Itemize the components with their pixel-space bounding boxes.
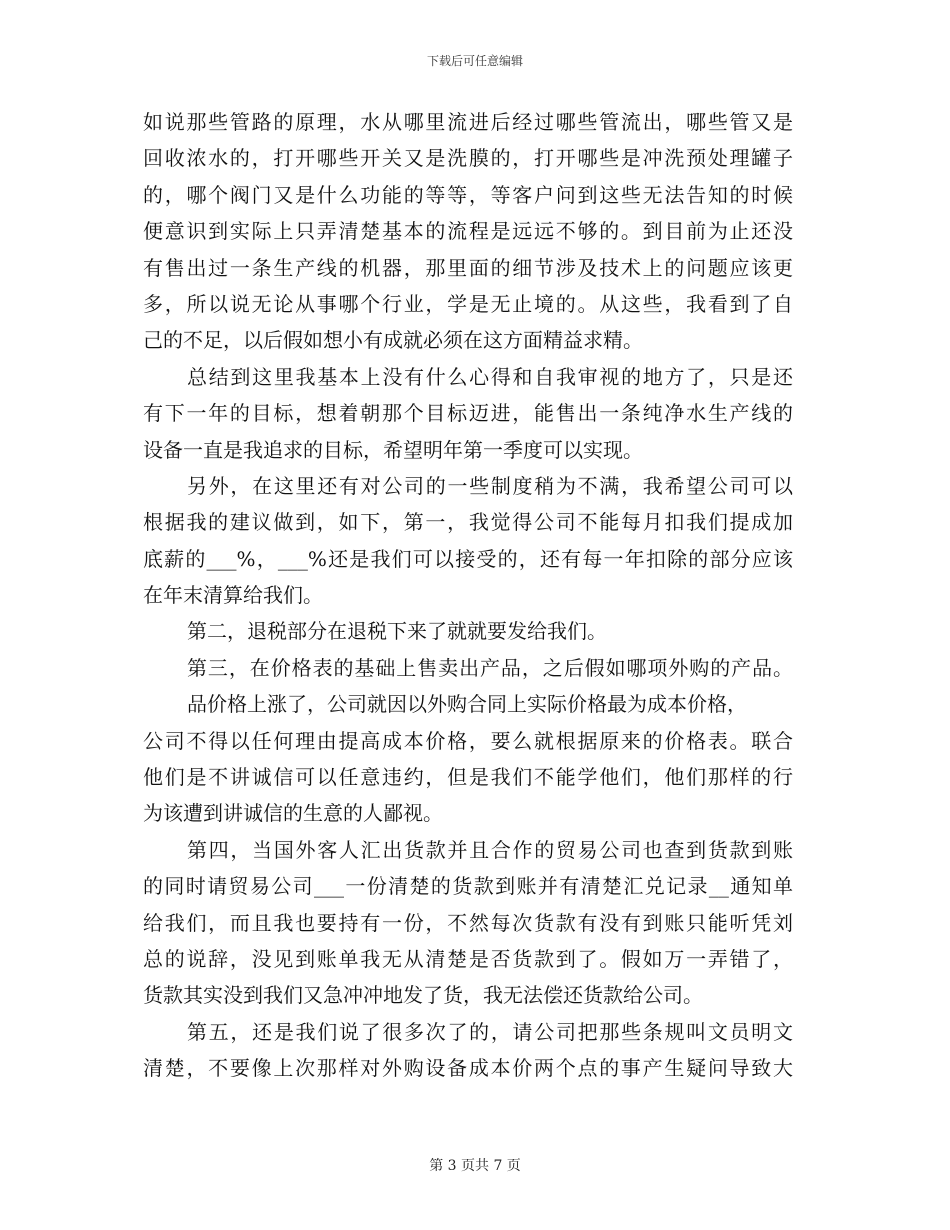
text-line: 己的不足，以后假如想小有成就必须在这方面精益求精。 xyxy=(143,328,643,353)
text-line: 根据我的建议做到，如下，第一，我觉得公司不能每月扣我们提成加 xyxy=(143,510,793,535)
text-line: 货款其实没到我们又急冲冲地发了货，我无法偿还货款给公司。 xyxy=(143,983,703,1008)
document-body xyxy=(143,104,793,1087)
text-line: 在年末清算给我们。 xyxy=(143,583,323,608)
text-line: 如说那些管路的原理，水从哪里流进后经过哪些管流出，哪些管又是 xyxy=(143,110,793,134)
text-line: 有售出过一条生产线的机器，那里面的细节涉及技术上的问题应该更 xyxy=(143,255,793,280)
text-line: 总结到这里我基本上没有什么心得和自我审视的地方了，只是还 xyxy=(187,364,793,389)
text-line: 多，所以说无论从事哪个行业，学是无止境的。从这些，我看到了自 xyxy=(143,291,793,316)
text-line: 底薪的___%，___%还是我们可以接受的，还有每一年扣除的部分应该 xyxy=(143,546,793,571)
page-header: 下载后可任意编辑 xyxy=(426,54,523,68)
text-line: 的同时请贸易公司___一份清楚的货款到账并有清楚汇兑记录__通知单 xyxy=(143,874,793,899)
text-line: 给我们，而且我也要持有一份，不然每次货款有没有到账只能听凭刘 xyxy=(143,910,793,935)
text-line: 第五，还是我们说了很多次了的，请公司把那些条规叫文员明文 xyxy=(187,1019,793,1044)
text-line: 他们是不讲诚信可以任意违约，但是我们不能学他们，他们那样的行 xyxy=(143,765,793,790)
text-line: 的，哪个阀门又是什么功能的等等，等客户问到这些无法告知的时候 xyxy=(143,182,793,207)
text-line: 清楚，不要像上次那样对外购设备成本价两个点的事产生疑问导致大 xyxy=(143,1056,793,1081)
text-line: 第四，当国外客人汇出货款并且合作的贸易公司也查到货款到账 xyxy=(187,837,793,862)
text-line: 为该遭到讲诚信的生意的人鄙视。 xyxy=(143,801,443,826)
text-line: 另外，在这里还有对公司的一些制度稍为不满，我希望公司可以 xyxy=(187,473,793,498)
text-line: 回收浓水的，打开哪些开关又是洗膜的，打开哪些是冲洗预处理罐子 xyxy=(143,146,793,171)
text-line: 第二，退税部分在退税下来了就就要发给我们。 xyxy=(187,619,607,644)
text-line: 便意识到实际上只弄清楚基本的流程是远远不够的。到目前为止还没 xyxy=(143,219,793,244)
text-line: 品价格上涨了，公司就因以外购合同上实际价格最为成本价格， xyxy=(187,692,747,717)
text-line: 总的说辞，没见到账单我无从清楚是否货款到了。假如万一弄错了， xyxy=(143,946,793,971)
page-footer: 第 3 页共 7 页 xyxy=(429,1158,521,1174)
text-line: 公司不得以任何理由提高成本价格，要么就根据原来的价格表。联合 xyxy=(143,728,793,753)
text-line: 设备一直是我追求的目标，希望明年第一季度可以实现。 xyxy=(143,437,643,462)
text-line: 第三，在价格表的基础上售卖出产品，之后假如哪项外购的产品。 xyxy=(187,655,793,680)
text-line: 有下一年的目标，想着朝那个目标迈进，能售出一条纯净水生产线的 xyxy=(143,401,793,426)
